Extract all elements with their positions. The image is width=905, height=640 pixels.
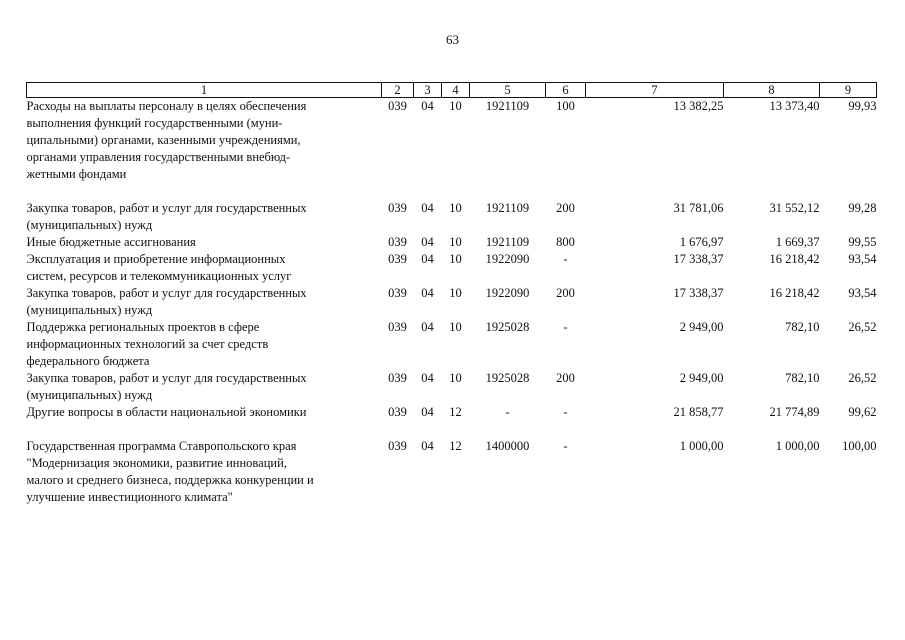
cell-col4: 12	[449, 405, 462, 419]
budget-table	[26, 82, 877, 506]
cell-col3: 04	[421, 286, 434, 300]
description-line: Иные бюджетные ассигнования	[26, 235, 196, 249]
description-line: информационных технологий за счет средств	[26, 337, 269, 351]
row-description	[27, 251, 382, 285]
cell-col9: 99,93	[848, 99, 877, 113]
description-line: Эксплуатация и приобретение информационных	[26, 252, 286, 266]
description-line: жетными фондами	[26, 167, 127, 181]
cell-col4: 10	[449, 99, 462, 113]
row-description	[27, 370, 382, 404]
column-header-5: 5	[470, 83, 546, 98]
cell-col4: 12	[449, 439, 462, 453]
row-description	[27, 285, 382, 319]
cell-col8: 16 218,42	[769, 252, 820, 266]
table-body	[27, 98, 877, 507]
description-line: малого и среднего бизнеса, поддержка конкуренции и	[26, 473, 314, 487]
cell-col7: 17 338,37	[673, 286, 724, 300]
cell-col3: 04	[421, 252, 434, 266]
row-description	[27, 404, 382, 421]
description-line: ципальными) органами, казенными учреждениями,	[26, 133, 301, 147]
spacer-row	[27, 183, 877, 200]
cell-col9: 100,00	[842, 439, 877, 453]
cell-col4: 10	[449, 235, 462, 249]
row-description	[27, 438, 382, 506]
column-header-1: 1	[27, 83, 382, 98]
cell-col3: 04	[421, 371, 434, 385]
cell-col8: 1 000,00	[775, 439, 820, 453]
table-row	[27, 370, 877, 404]
cell-col9: 93,54	[848, 252, 877, 266]
description-line: (муниципальных) нужд	[26, 218, 153, 232]
cell-col9: 26,52	[848, 320, 877, 334]
row-description	[27, 319, 382, 370]
cell-col6: -	[563, 320, 568, 334]
cell-col2: 039	[388, 371, 407, 385]
description-line: федерального бюджета	[26, 354, 150, 368]
cell-col4: 10	[449, 201, 462, 215]
cell-col9: 93,54	[848, 286, 877, 300]
cell-col7: 13 382,25	[673, 99, 724, 113]
cell-col9: 26,52	[848, 371, 877, 385]
cell-col4: 10	[449, 252, 462, 266]
cell-col5: -	[505, 405, 510, 419]
cell-col8: 1 669,37	[775, 235, 820, 249]
cell-col2: 039	[388, 286, 407, 300]
cell-col2: 039	[388, 439, 407, 453]
cell-col3: 04	[421, 99, 434, 113]
cell-col5: 1921109	[485, 235, 530, 249]
table-row	[27, 438, 877, 506]
column-header-6: 6	[546, 83, 586, 98]
table-row	[27, 200, 877, 234]
description-line: Закупка товаров, работ и услуг для государственных	[26, 371, 307, 385]
cell-col6: -	[563, 405, 568, 419]
cell-col4: 10	[449, 286, 462, 300]
column-header-8: 8	[724, 83, 820, 98]
cell-col6: 200	[556, 286, 575, 300]
cell-col5: 1922090	[485, 252, 530, 266]
description-line: Поддержка региональных проектов в сфере	[26, 320, 260, 334]
cell-col2: 039	[388, 235, 407, 249]
description-line: систем, ресурсов и телекоммуникационных услуг	[26, 269, 292, 283]
cell-col4: 10	[449, 371, 462, 385]
cell-col5: 1921109	[485, 201, 530, 215]
cell-col9: 99,28	[848, 201, 877, 215]
cell-col2: 039	[388, 201, 407, 215]
cell-col7: 1 000,00	[679, 439, 724, 453]
cell-col6: -	[563, 439, 568, 453]
table-row	[27, 404, 877, 421]
cell-col8: 782,10	[785, 371, 820, 385]
description-line: "Модернизация экономики, развитие инноваций,	[26, 456, 287, 470]
table-row	[27, 319, 877, 370]
description-line: (муниципальных) нужд	[26, 388, 153, 402]
cell-col8: 13 373,40	[769, 99, 820, 113]
cell-col3: 04	[421, 235, 434, 249]
description-line: выполнения функций государственными (муни-	[26, 116, 283, 130]
table-row	[27, 234, 877, 251]
row-description	[27, 234, 382, 251]
cell-col6: 200	[556, 201, 575, 215]
cell-col7: 2 949,00	[679, 320, 724, 334]
table-header	[27, 83, 877, 98]
cell-col4: 10	[449, 320, 462, 334]
description-line: Другие вопросы в области национальной экономики	[26, 405, 307, 419]
cell-col9: 99,62	[848, 405, 877, 419]
description-line: Закупка товаров, работ и услуг для государственных	[26, 201, 307, 215]
description-line: Закупка товаров, работ и услуг для государственных	[26, 286, 307, 300]
column-header-4: 4	[442, 83, 470, 98]
cell-col2: 039	[388, 405, 407, 419]
cell-col3: 04	[421, 320, 434, 334]
cell-col3: 04	[421, 201, 434, 215]
cell-col2: 039	[388, 252, 407, 266]
row-description	[27, 98, 382, 184]
cell-col6: 200	[556, 371, 575, 385]
description-line: (муниципальных) нужд	[26, 303, 153, 317]
cell-col7: 2 949,00	[679, 371, 724, 385]
cell-col8: 21 774,89	[769, 405, 820, 419]
cell-col7: 21 858,77	[673, 405, 724, 419]
column-header-2: 2	[382, 83, 414, 98]
cell-col2: 039	[388, 320, 407, 334]
cell-col3: 04	[421, 439, 434, 453]
cell-col8: 782,10	[785, 320, 820, 334]
cell-col6: 800	[556, 235, 575, 249]
description-line: Государственная программа Ставропольского края	[26, 439, 297, 453]
cell-col3: 04	[421, 405, 434, 419]
description-line: улучшение инвестиционного климата"	[26, 490, 233, 504]
cell-col5: 1925028	[485, 371, 530, 385]
table-row	[27, 98, 877, 184]
column-header-3: 3	[414, 83, 442, 98]
cell-col6: -	[563, 252, 568, 266]
cell-col5: 1400000	[485, 439, 530, 453]
cell-col2: 039	[388, 99, 407, 113]
spacer-row	[27, 421, 877, 438]
cell-col7: 17 338,37	[673, 252, 724, 266]
page-number: 63	[446, 32, 459, 47]
table-row	[27, 251, 877, 285]
cell-col9: 99,55	[848, 235, 877, 249]
column-header-7: 7	[586, 83, 724, 98]
description-line: органами управления государственными внебюд-	[26, 150, 291, 164]
cell-col6: 100	[556, 99, 575, 113]
table-row	[27, 285, 877, 319]
cell-col7: 1 676,97	[679, 235, 724, 249]
cell-col8: 31 552,12	[769, 201, 820, 215]
cell-col8: 16 218,42	[769, 286, 820, 300]
description-line: Расходы на выплаты персоналу в целях обеспечения	[26, 99, 307, 113]
cell-col5: 1921109	[485, 99, 530, 113]
row-description	[27, 200, 382, 234]
cell-col5: 1925028	[485, 320, 530, 334]
column-header-9: 9	[820, 83, 877, 98]
cell-col7: 31 781,06	[673, 201, 724, 215]
cell-col5: 1922090	[485, 286, 530, 300]
